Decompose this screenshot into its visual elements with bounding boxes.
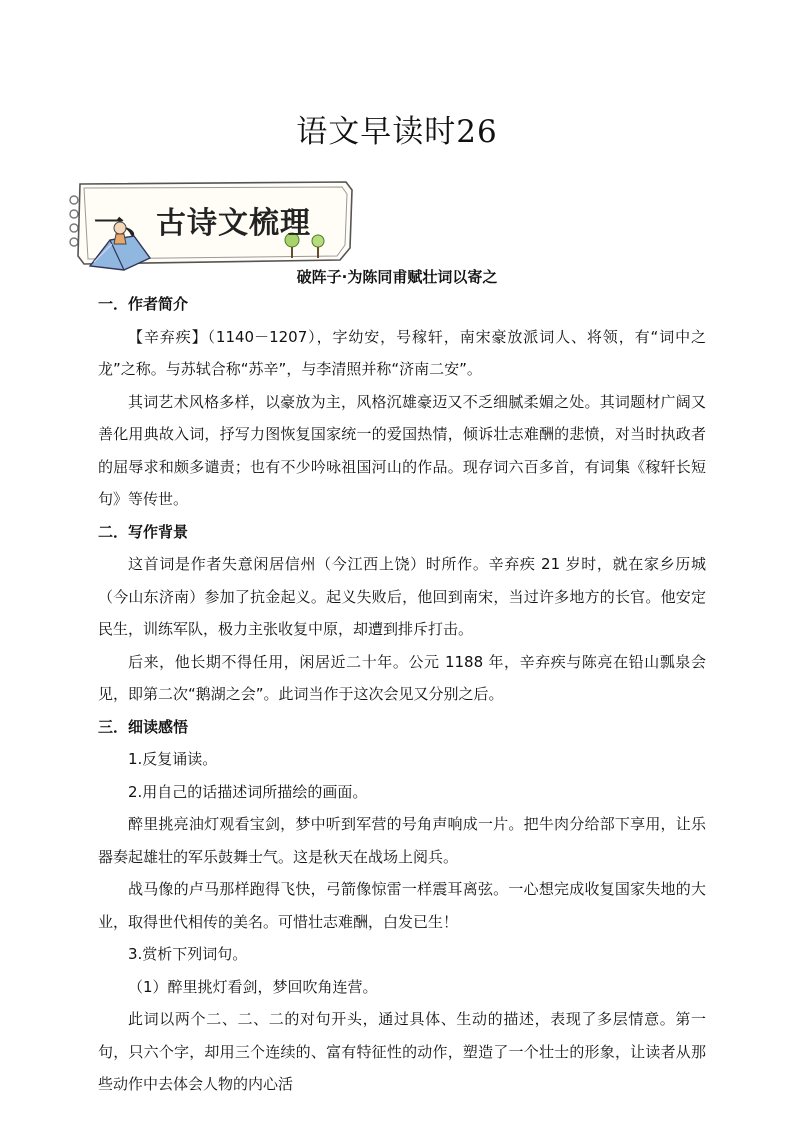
poem-title: 破阵子·为陈同甫赋壮词以寄之 — [296, 268, 498, 286]
paragraph: 【辛弃疾】（1140－1207），字幼安，号稼轩，南宋豪放派词人、将领，有“词中之龙”之称。与苏轼合称“苏辛”，与李清照并称“济南二安”。 — [98, 327, 706, 378]
list-item: 2.用自己的话描述词所描绘的画面。 — [128, 782, 368, 801]
banner-title: 一、古诗文梳理 — [94, 206, 311, 241]
document-body — [98, 288, 706, 1101]
paragraph: 后来，他长期不得任用，闲居近二十年。公元 1188 年，辛弃疾与陈亮在铅山瓢泉会见，即第二次“鹅湖之会”。此词当作于这次会见又分别之后。 — [98, 652, 706, 703]
paragraph: 这首词是作者失意闲居信州（今江西上饶）时所作。辛弃疾 21 岁时，就在家乡历城（今山东济南）参加了抗金起义。起义失败后，他回到南宋，当过许多地方的长官。他安定民生，训练军队，极力主张收复中原，却遭到排斥打击。 — [98, 555, 706, 638]
section-banner — [64, 178, 364, 274]
paragraph: 战马像的卢马那样跑得飞快，弓箭像惊雷一样震耳离弦。一心想完成收复国家失地的大业，取得世代相传的美名。可惜壮志难酬，白发已生！ — [98, 880, 706, 931]
list-item: （1）醉里挑灯看剑，梦回吹角连营。 — [128, 977, 378, 996]
section-heading-author: 一．作者简介 — [98, 295, 189, 313]
paragraph: 此词以两个二、二、二的对句开头，通过具体、生动的描述，表现了多层情意。第一句，只六个字，却用三个连续的、富有特征性的动作，塑造了一个壮士的形象，让读者从那些动作中去体会人物的内心活 — [98, 1010, 706, 1093]
paragraph: 其词艺术风格多样，以豪放为主，风格沉雄豪迈又不乏细腻柔媚之处。其词题材广阔又善化用典故入词，抒写力图恢复国家统一的爱国热情，倾诉壮志难酬的悲愤，对当时执政者的屈辱求和颇多谴责；也有不少吟咏祖国河山的作品。现存词六百多首，有词集《稼轩长短句》等传世。 — [98, 392, 706, 508]
page-title: 语文早读时26 — [296, 114, 498, 150]
section-heading-background: 二．写作背景 — [98, 522, 189, 541]
paragraph: 醉里挑亮油灯观看宝剑，梦中听到军营的号角声响成一片。把牛肉分给部下享用，让乐器奏起雄壮的军乐鼓舞士气。这是秋天在战场上阅兵。 — [98, 815, 706, 866]
list-item: 1.反复诵读。 — [128, 750, 218, 768]
section-heading-reading: 三．细读感悟 — [98, 717, 189, 736]
list-item: 3.赏析下列词句。 — [128, 945, 248, 963]
